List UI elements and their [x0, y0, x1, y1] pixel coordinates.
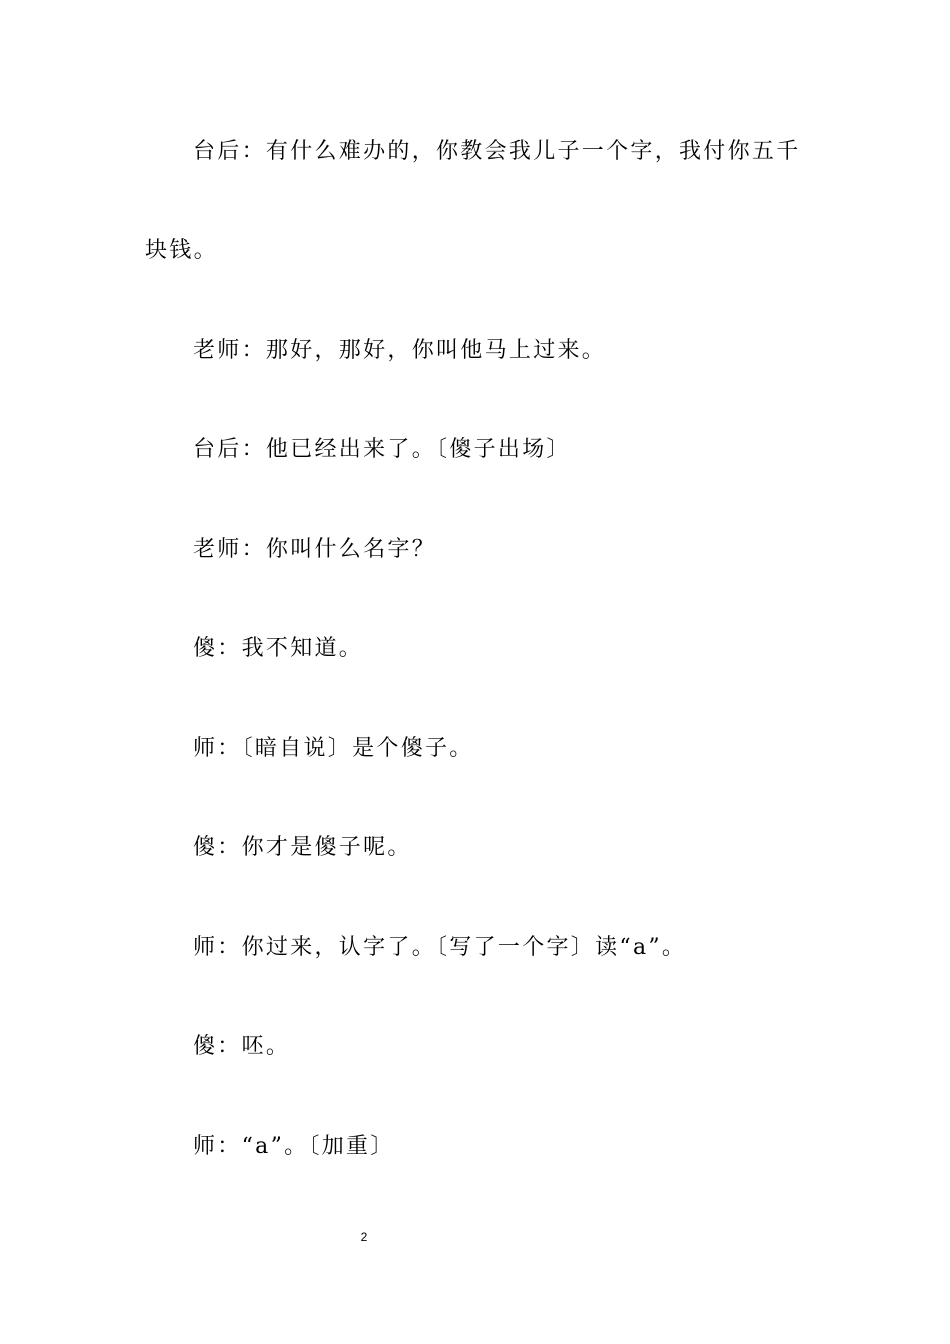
paragraph-line-6: 傻：我不知道。: [193, 636, 364, 661]
page-number: 2: [360, 1230, 368, 1244]
paragraph-line-5: 老师：你叫什么名字？: [193, 537, 437, 562]
paragraph-line-9: 师：你过来，认字了。〔写了一个字〕读“a”。: [193, 935, 687, 960]
paragraph-line-4: 台后：他已经出来了。〔傻子出场〕: [193, 437, 571, 462]
paragraph-line-2: 块钱。: [145, 238, 218, 263]
paragraph-line-11: 师：“a”。〔加重〕: [193, 1134, 395, 1159]
paragraph-line-8: 傻：你才是傻子呢。: [193, 835, 412, 860]
paragraph-line-3: 老师：那好，那好，你叫他马上过来。: [193, 338, 607, 363]
paragraph-line-10: 傻：呸。: [193, 1034, 291, 1059]
paragraph-line-7: 师：〔暗自说〕是个傻子。: [193, 736, 474, 761]
paragraph-line-1: 台后：有什么难办的，你教会我儿子一个字，我付你五千: [193, 139, 801, 164]
